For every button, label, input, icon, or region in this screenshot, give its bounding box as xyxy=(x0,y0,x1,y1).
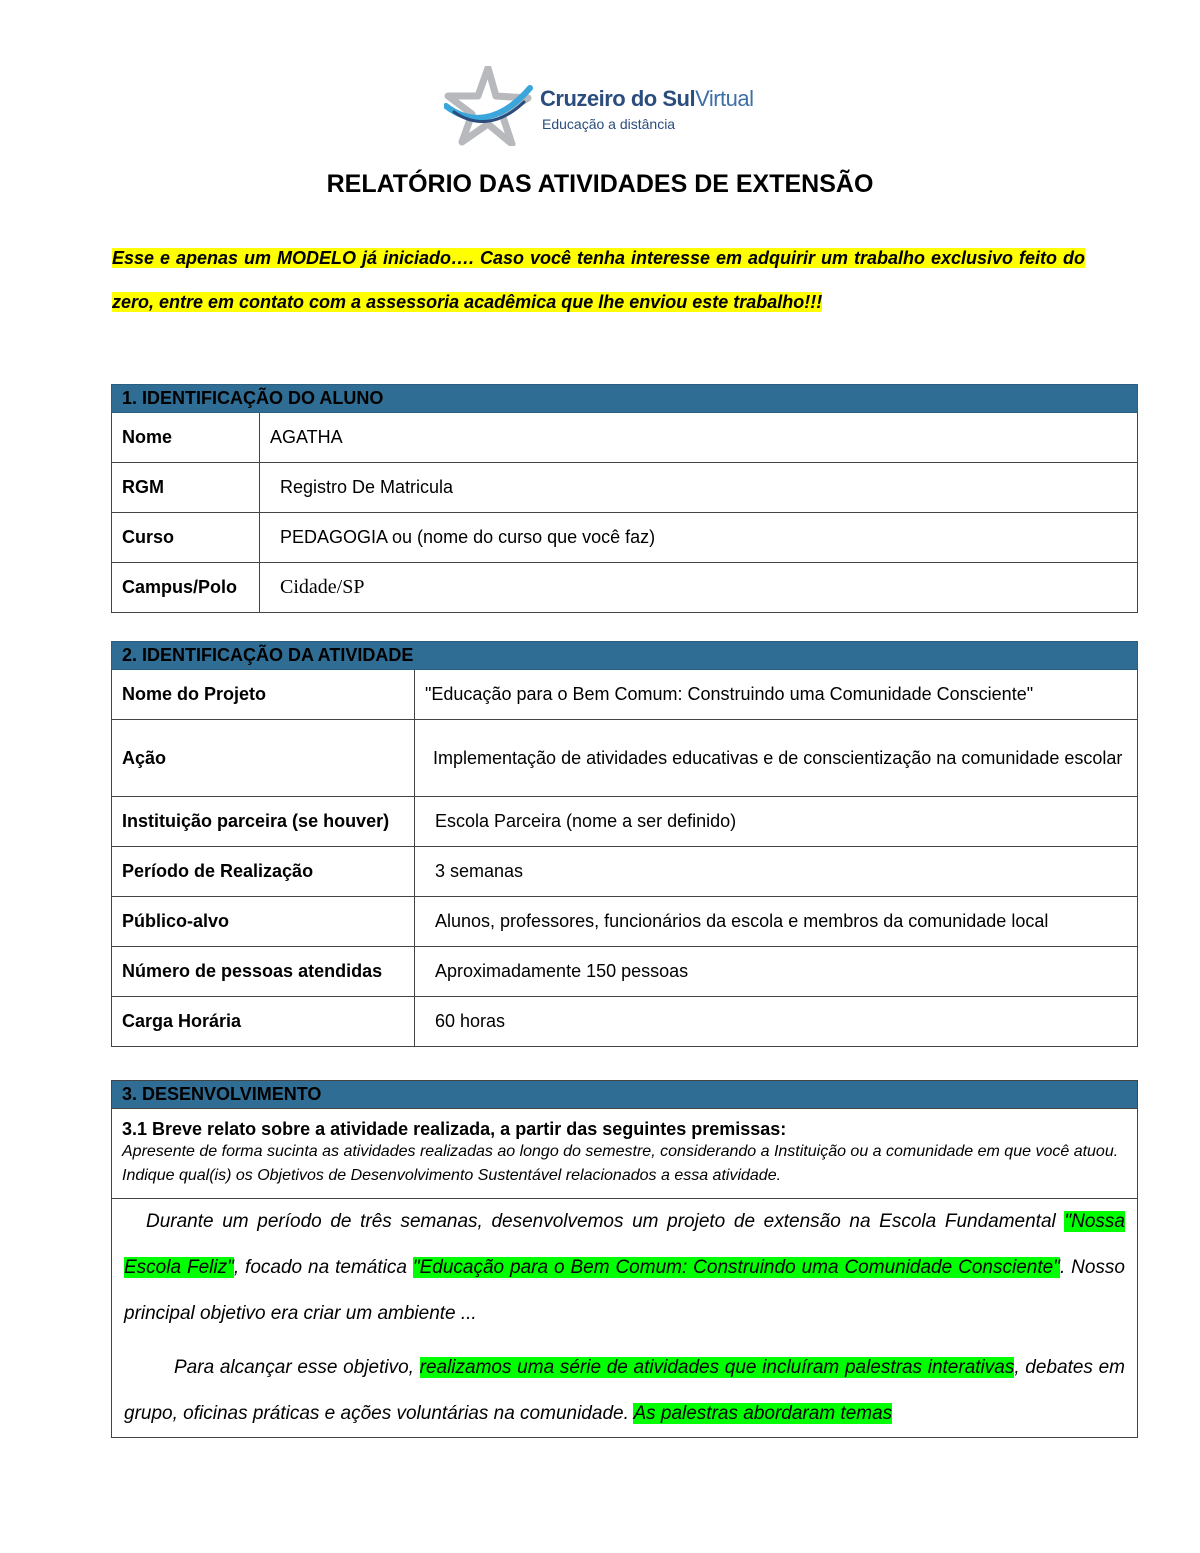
logo-brand-text: Cruzeiro do SulVirtual xyxy=(540,86,754,111)
highlight-lectures: As palestras abordaram temas xyxy=(633,1403,893,1424)
row-label: Instituição parceira (se houver) xyxy=(112,797,415,847)
highlight-school-name: "Nossa Escola Feliz" xyxy=(124,1211,1125,1278)
row-label: Período de Realização xyxy=(112,847,415,897)
student-identification-table xyxy=(111,384,1138,613)
report-body xyxy=(112,1199,1137,1437)
premises-box xyxy=(112,1109,1137,1199)
activity-identification-table xyxy=(111,641,1138,1047)
document-title: RELATÓRIO DAS ATIVIDADES DE EXTENSÃO xyxy=(326,170,874,198)
report-paragraph-1: Durante um período de três semanas, desenvolvemos um projeto de extensão na Escola Fundamental "Nossa Escola Feliz", focado na temática "Educação para o Bem Comum: Construindo uma Comunidade Consciente". Nosso principal objetivo era criar um ambiente ... xyxy=(124,1211,1126,1324)
row-value: 3 semanas xyxy=(415,847,1138,897)
highlight-project-theme: "Educação para o Bem Comum: Construindo uma Comunidade Consciente" xyxy=(412,1257,1060,1278)
table-row xyxy=(112,513,1138,563)
row-label: Campus/Polo xyxy=(112,563,260,613)
table-row xyxy=(112,947,1138,997)
table-row xyxy=(112,563,1138,613)
table-row xyxy=(112,847,1138,897)
premises-title: 3.1 Breve relato sobre a atividade realizada, a partir das seguintes premissas: xyxy=(122,1119,787,1139)
table-row xyxy=(112,670,1138,720)
report-paragraph-2: Para alcançar esse objetivo, realizamos uma série de atividades que incluíram palestras interativas, debates em grupo, oficinas práticas e ações voluntárias na comunidade. As palestras abordaram temas xyxy=(124,1357,1125,1424)
section2-header: 2. IDENTIFICAÇÃO DA ATIVIDADE xyxy=(112,642,1138,670)
row-label: RGM xyxy=(112,463,260,513)
row-value: Cidade/SP xyxy=(260,563,1138,613)
table-row xyxy=(112,797,1138,847)
notice-text: Esse e apenas um MODELO já iniciado…. Caso você tenha interesse em adquirir um trabalho exclusivo feito do zero, entre em contato com a assessoria acadêmica que lhe enviou este trabalho!!! xyxy=(112,248,1085,312)
development-section xyxy=(111,1080,1138,1438)
cruzeiro-do-sul-logo xyxy=(444,66,764,146)
highlight-activities: realizamos uma série de atividades que incluíram palestras interativas xyxy=(419,1357,1015,1378)
premises-description: Apresente de forma sucinta as atividades realizadas ao longo do semestre, considerando a Instituição ou a comunidade em que você atuou. Indique qual(is) os Objetivos de Desenvolvimento Sustentável relacionados a essa atividade. xyxy=(122,1143,1119,1184)
table-row xyxy=(112,897,1138,947)
row-value: AGATHA xyxy=(260,413,1138,463)
row-value: 60 horas xyxy=(415,997,1138,1047)
row-value: "Educação para o Bem Comum: Construindo uma Comunidade Consciente" xyxy=(415,670,1138,720)
row-value: Registro De Matricula xyxy=(260,463,1138,513)
row-label: Nome xyxy=(112,413,260,463)
table-row xyxy=(112,997,1138,1047)
row-value: PEDAGOGIA ou (nome do curso que você faz) xyxy=(260,513,1138,563)
section3-header: 3. DESENVOLVIMENTO xyxy=(112,1081,1137,1109)
row-label: Ação xyxy=(112,720,415,797)
table-row xyxy=(112,463,1138,513)
star-logo-icon xyxy=(444,66,534,146)
row-label: Público-alvo xyxy=(112,897,415,947)
row-value: Aproximadamente 150 pessoas xyxy=(415,947,1138,997)
row-label: Número de pessoas atendidas xyxy=(112,947,415,997)
row-value: Alunos, professores, funcionários da escola e membros da comunidade local xyxy=(415,897,1138,947)
row-label: Carga Horária xyxy=(112,997,415,1047)
section1-header: 1. IDENTIFICAÇÃO DO ALUNO xyxy=(112,385,1138,413)
model-notice xyxy=(112,236,1085,324)
row-value: Escola Parceira (nome a ser definido) xyxy=(415,797,1138,847)
row-label: Nome do Projeto xyxy=(112,670,415,720)
row-value: Implementação de atividades educativas e de conscientização na comunidade escolar xyxy=(415,720,1138,797)
table-row xyxy=(112,413,1138,463)
row-label: Curso xyxy=(112,513,260,563)
logo-tagline: Educação a distância xyxy=(542,116,676,132)
table-row xyxy=(112,720,1138,797)
